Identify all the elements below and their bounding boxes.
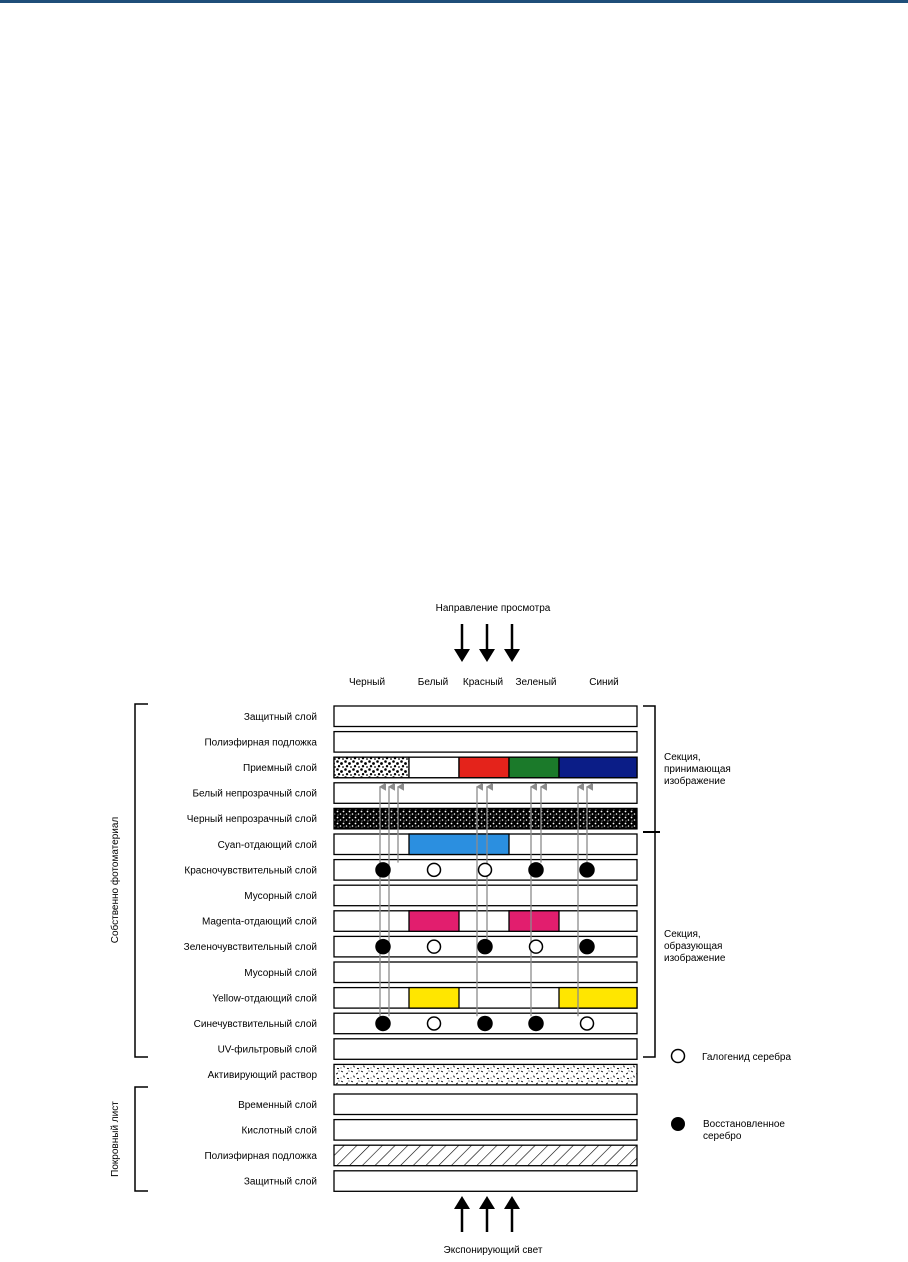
receiving-section-label: Секция, принимающая изображение: [664, 752, 731, 787]
layer-label-uv: UV-фильтровый слой: [217, 1044, 317, 1056]
layer-label-base2: Полиэфирная подложка: [204, 1150, 317, 1162]
viewing-direction-arrows: [454, 624, 520, 662]
column-header-blue: Синий: [589, 677, 619, 688]
dye-region-magenta-0: [409, 911, 459, 932]
layer-label-green_sens: Зеленочувствительный слой: [183, 942, 317, 954]
silver-halide-dot: [428, 940, 441, 953]
silver-halide-dot: [428, 863, 441, 876]
silver-halide-legend-symbol: [672, 1050, 685, 1063]
layer-bar-acid: [334, 1120, 637, 1141]
layer-bar-timing: [334, 1094, 637, 1115]
reduced-silver-dot: [529, 863, 543, 877]
dye-region-receiving-2: [459, 757, 509, 778]
dye-region-receiving-0: [334, 757, 409, 778]
layer-label-activator: Активирующий раствор: [207, 1070, 317, 1082]
reduced-silver-dot: [478, 1016, 492, 1030]
layer-label-timing: Временный слой: [238, 1099, 317, 1111]
reduced-silver-dot: [376, 1016, 390, 1030]
viewing-direction-label: Направление просмотра: [435, 603, 551, 614]
layer-bar-activator: [334, 1064, 637, 1085]
layer-bar-protect2: [334, 1171, 637, 1192]
cover-sheet-label: Покровный лист: [110, 1101, 121, 1177]
dye-region-receiving-3: [509, 757, 559, 778]
column-header-red: Красный: [462, 677, 504, 688]
layer-label-magenta: Magenta-отдающий слой: [201, 916, 317, 928]
layer-label-acid: Кислотный слой: [241, 1125, 317, 1137]
layer-label-white_opaque: Белый непрозрачный слой: [192, 788, 317, 800]
layer-bar-uv: [334, 1039, 637, 1060]
cover-sheet-bracket: [135, 1087, 148, 1191]
layer-label-receiving: Приемный слой: [243, 762, 317, 774]
reduced-silver-dot: [580, 863, 594, 877]
dye-region-yellow-1: [559, 988, 637, 1009]
column-header-green: Зеленый: [515, 677, 557, 688]
layer-label-cyan: Cyan-отдающий слой: [217, 839, 317, 851]
reduced-silver-dot: [376, 940, 390, 954]
layer-label-scav2: Мусорный слой: [244, 967, 317, 979]
silver-halide-legend-label: Галогенид серебра: [702, 1052, 792, 1063]
column-header-white: Белый: [417, 677, 449, 688]
legend: [671, 1050, 791, 1143]
silver-halide-dot: [428, 1017, 441, 1030]
reduced-silver-legend-label: Восстановленное серебро: [703, 1119, 785, 1142]
reduced-silver-dot: [478, 940, 492, 954]
dye-region-magenta-1: [509, 911, 559, 932]
photomaterial-bracket: [135, 704, 148, 1057]
reduced-silver-legend-symbol: [671, 1117, 685, 1131]
exposure-light-label: Экспонирующий свет: [443, 1245, 543, 1256]
dye-region-receiving-1: [409, 757, 459, 778]
silver-halide-dot: [479, 863, 492, 876]
layer-label-protect2: Защитный слой: [243, 1176, 317, 1188]
layer-label-red_sens: Красночувствительный слой: [184, 865, 317, 877]
column-header-black: Черный: [348, 677, 386, 688]
dye-region-receiving-4: [559, 757, 637, 778]
layer-label-yellow: Yellow-отдающий слой: [212, 993, 317, 1005]
silver-halide-dot: [581, 1017, 594, 1030]
dye-region-yellow-0: [409, 988, 459, 1009]
right-section-bracket: [643, 706, 655, 1057]
layer-label-blue_sens: Синечувствительный слой: [193, 1018, 317, 1030]
photomaterial-label: Собственно фотоматериал: [110, 816, 121, 944]
layer-bar-base2: [334, 1145, 637, 1166]
layer-label-scav1: Мусорный слой: [244, 890, 317, 902]
layer-label-black_opaque: Черный непрозрачный слой: [186, 814, 317, 826]
reduced-silver-dot: [529, 1016, 543, 1030]
forming-section-label: Секция, образующая изображение: [664, 929, 726, 964]
reduced-silver-dot: [580, 940, 594, 954]
layer-bar-protect1: [334, 706, 637, 727]
layer-label-protect1: Защитный слой: [243, 711, 317, 723]
dye-region-cyan-0: [409, 834, 509, 855]
reduced-silver-dot: [376, 863, 390, 877]
layer-bar-base1: [334, 732, 637, 753]
silver-halide-dot: [530, 940, 543, 953]
exposure-light-arrows: [454, 1196, 520, 1232]
layer-label-base1: Полиэфирная подложка: [204, 737, 317, 749]
